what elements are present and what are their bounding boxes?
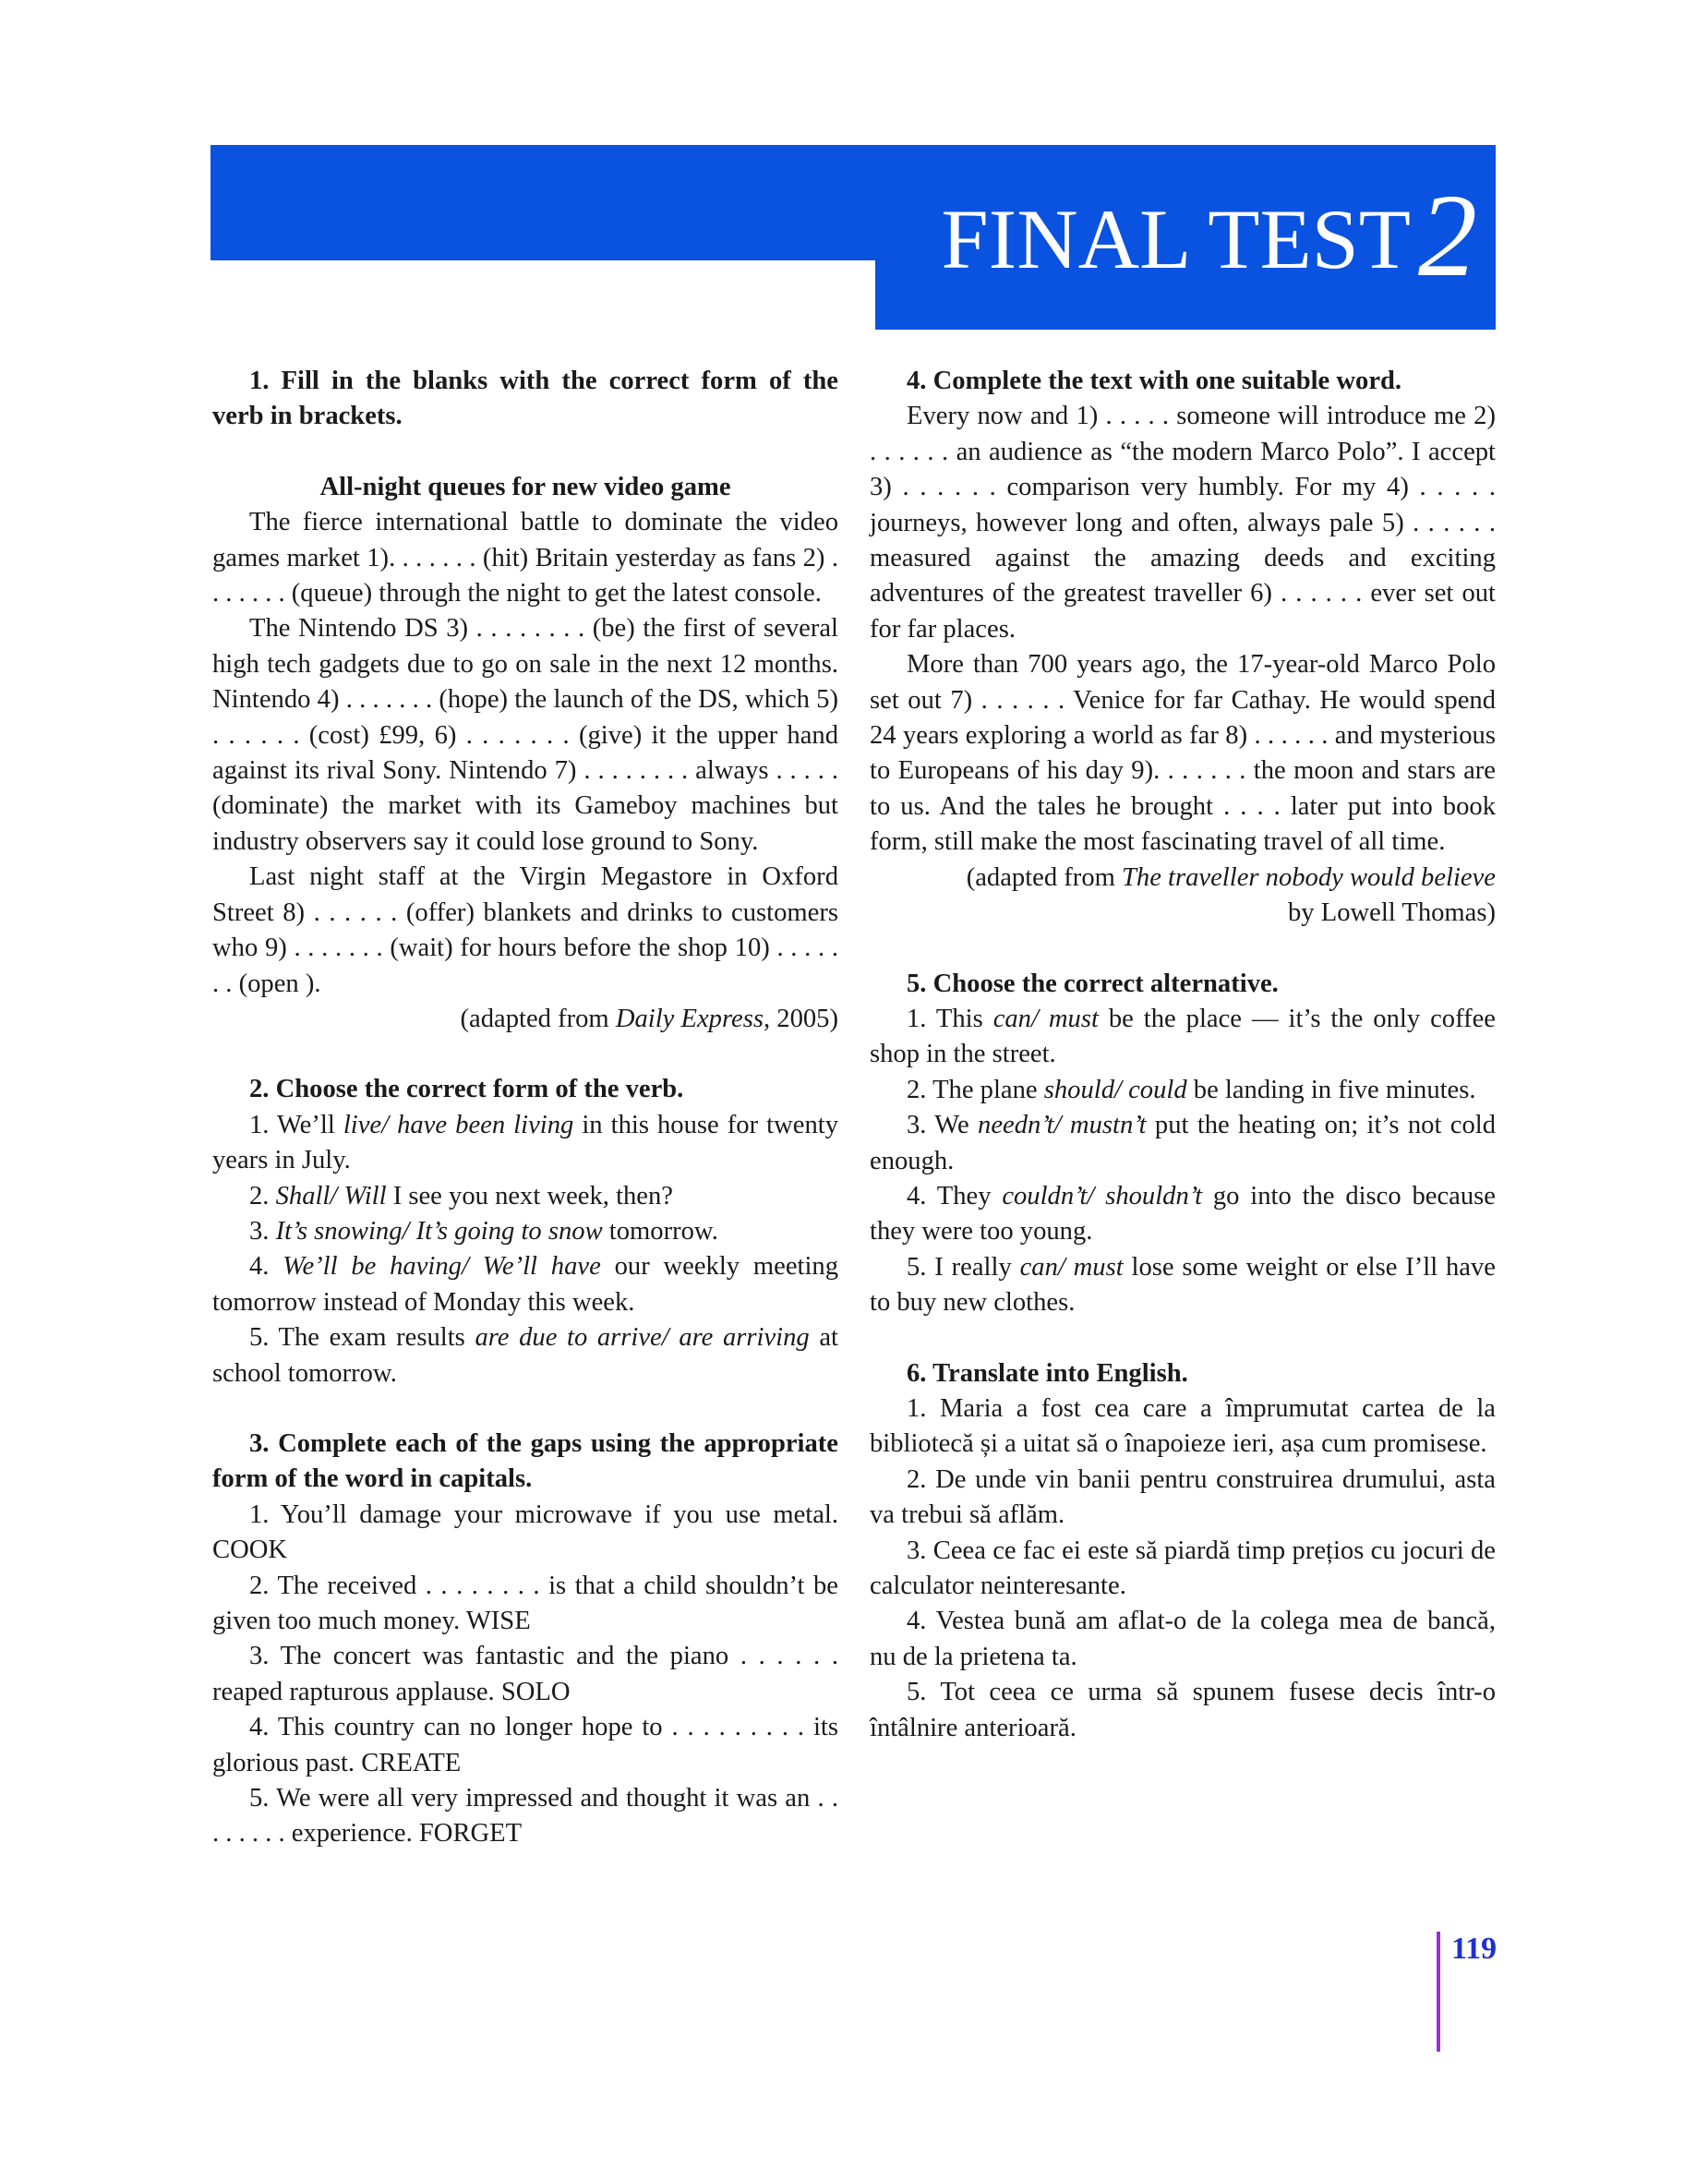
ex2-item-5: 5. The exam results are due to arrive/ are arriving at school tomorrow.	[212, 1323, 838, 1388]
ex3-item-2: 2. The received . . . . . . . . is that a child shouldn’t be given too much money. WISE	[212, 1571, 838, 1635]
ex5-item-3: 3. We needn’t/ mustn’t put the heating on; it’s not cold enough.	[870, 1111, 1496, 1175]
ex2-item-3: 3. It’s snowing/ It’s going to snow tomorrow.	[249, 1216, 718, 1246]
ex2-item-4: 4. We’ll be having/ We’ll have our weekly meeting tomorrow instead of Monday this week.	[212, 1252, 838, 1317]
ex3-item-3: 3. The concert was fantastic and the piano . . . . . . reaped rapturous applause. SOLO	[212, 1642, 838, 1706]
ex5-item-2: 2. The plane should/ could be landing in five minutes.	[907, 1075, 1476, 1104]
ex1-source: (adapted from Daily Express, 2005)	[460, 1004, 838, 1033]
ex1-paragraph-3: Last night staff at the Virgin Megastore in Oxford Street 8) . . . . . . (offer) blankets and drinks to customers who 9) . . . . . . . (wait) for hours before the shop 10) . . . . . . . (open ).	[212, 862, 838, 998]
right-column	[870, 364, 1496, 1746]
ex1-article-title: All-night queues for new video game	[319, 472, 731, 501]
page-title	[875, 170, 1477, 301]
page-number: 119	[1451, 1932, 1498, 1966]
ex4-heading: 4. Complete the text with one suitable word.	[907, 367, 1402, 395]
ex3-item-4: 4. This country can no longer hope to . . . . . . . . . its glorious past. CREATE	[212, 1713, 838, 1777]
ex5-item-5: 5. I really can/ must lose some weight or else I’ll have to buy new clothes.	[870, 1252, 1496, 1318]
ex4-paragraph-2: More than 700 years ago, the 17-year-old Marco Polo set out 7) . . . . . . Venice for far Cathay. He would spend 24 years exploring a world as far 8) . . . . . . and mysterious to Europeans of his day 9). . . . . . . the moon and stars are to us. And the tales he brought . . . . later put into book form, still make the most fascinating travel of all time.	[870, 650, 1496, 857]
ex1-heading: 1. Fill in the blanks with the correct form of the verb in brackets.	[212, 367, 838, 431]
ex6-item-3: 3. Ceea ce fac ei este să piardă timp prețios cu jocuri de calculator neinteresante.	[870, 1536, 1496, 1600]
ex3-item-1: 1. You’ll damage your microwave if you use metal. COOK	[212, 1500, 838, 1565]
ex3-item-5: 5. We were all very impressed and thought it was an . . . . . . . . experience. FORGET	[212, 1784, 838, 1849]
ex4-source-author: by Lowell Thomas)	[1287, 898, 1496, 928]
page-number-bar	[1437, 1932, 1440, 2052]
ex1-paragraph-1: The fierce international battle to dominate the video games market 1). . . . . . . (hit) Britain yesterday as fans 2) . . . . . . . (queue) through the night to get the latest console.	[212, 508, 838, 608]
ex6-item-4: 4. Vestea bună am aflat-o de la colega mea de bancă, nu de la prietena ta.	[870, 1607, 1496, 1671]
left-column	[212, 364, 838, 1852]
ex2-heading: 2. Choose the correct form of the verb.	[249, 1075, 684, 1104]
ex5-item-4: 4. They couldn’t/ shouldn’t go into the disco because they were too young.	[870, 1181, 1496, 1247]
ex2-item-2: 2. Shall/ Will I see you next week, then?	[249, 1181, 673, 1210]
ex6-item-2: 2. De unde vin banii pentru construirea drumului, asta va trebui să aflăm.	[870, 1464, 1496, 1530]
title-text: FINAL TEST	[941, 192, 1411, 286]
ex2-item-1: 1. We’ll live/ have been living in this house for twenty years in July.	[212, 1110, 838, 1175]
ex6-item-1: 1. Maria a fost cea care a împrumutat cartea de la bibliotecă și a uitat să o înapoieze ieri, așa cum promisese.	[870, 1393, 1496, 1459]
ex3-heading: 3. Complete each of the gaps using the appropriate form of the word in capitals.	[212, 1428, 838, 1494]
ex4-source: (adapted from The traveller nobody would believe	[966, 862, 1496, 892]
ex6-heading: 6. Translate into English.	[907, 1358, 1188, 1388]
ex4-paragraph-1: Every now and 1) . . . . . someone will introduce me 2) . . . . . . an audience as “the modern Marco Polo”. I accept 3) . . . . . . comparison very humbly. For my 4) . . . . . journeys, however long and often, always pale 5) . . . . . . measured against the amazing deeds and exciting adventures of the greatest traveller 6) . . . . . . ever set out for far places.	[870, 402, 1496, 644]
ex1-paragraph-2: The Nintendo DS 3) . . . . . . . . (be) the first of several high tech gadgets due to go on sale in the next 12 months. Nintendo 4) . . . . . . . (hope) the launch of the DS, which 5) . . . . . . (cost) £99, 6) . . . . . . . (give) it the upper hand against its rival Sony. Nintendo 7) . . . . . . . . always . . . . . (dominate) the market with its Gameboy machines but industry observers say it could lose ground to Sony.	[212, 614, 838, 856]
ex5-heading: 5. Choose the correct alternative.	[907, 969, 1279, 998]
ex5-item-1: 1. This can/ must be the place — it’s the only coffee shop in the street.	[870, 1004, 1496, 1069]
ex6-item-5: 5. Tot ceea ce urma să spunem fusese decis într-o întâlnire anterioară.	[870, 1678, 1496, 1742]
title-number: 2	[1418, 170, 1477, 301]
